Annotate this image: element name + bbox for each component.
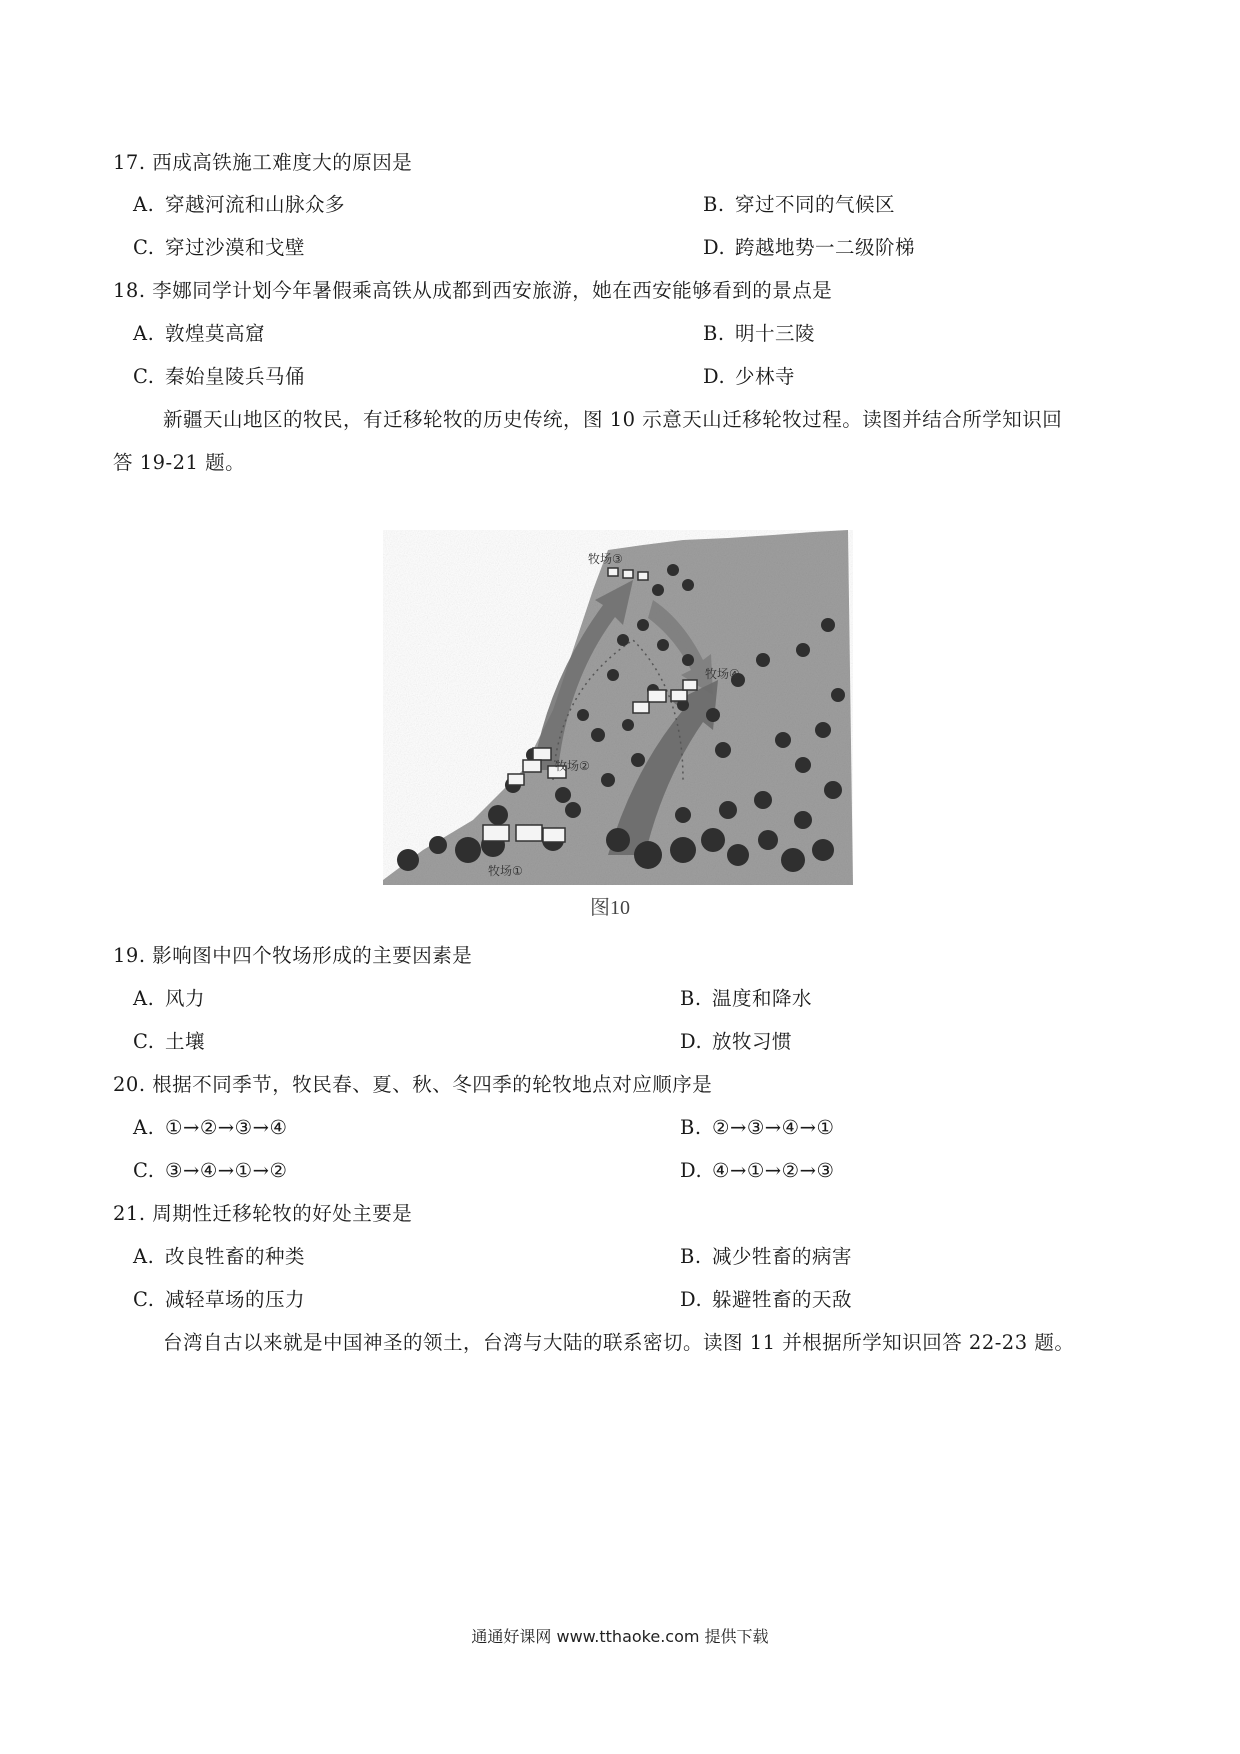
q17-option-c: C. 穿过沙漠和戈壁 [133,236,306,259]
q19-option-d: D. 放牧习惯 [680,1030,793,1053]
pasture-label-1: 牧场① [488,864,523,878]
q21-option-d: D. 躲避牲畜的天敌 [680,1288,853,1311]
pasture-label-3: 牧场③ [588,552,623,566]
intro-19-21-line1: 新疆天山地区的牧民，有迁移轮牧的历史传统，图 10 示意天山迁移轮牧过程。读图并结合所学知识回 [163,408,1063,431]
q21-stem: 21. 周期性迁移轮牧的好处主要是 [113,1202,413,1225]
pasture-label-4: 牧场④ [705,667,740,681]
q18-option-d: D. 少林寺 [703,365,796,388]
q20-option-a: A. ①→②→③→④ [133,1116,288,1139]
q17-option-a: A. 穿越河流和山脉众多 [133,193,346,216]
q17-option-d: D. 跨越地势一二级阶梯 [703,236,916,259]
q21-option-b: B. 减少牲畜的病害 [680,1245,853,1268]
q20-option-c: C. ③→④→①→② [133,1159,288,1182]
figure-caption: 图10 [590,897,630,919]
q18-option-a: A. 敦煌莫高窟 [133,322,266,345]
intro-19-21-line2: 答 19-21 题。 [113,451,246,474]
q19-option-c: C. 土壤 [133,1030,206,1053]
q18-option-b: B. 明十三陵 [703,322,816,345]
q17-option-b: B. 穿过不同的气候区 [703,193,896,216]
q20-option-b: B. ②→③→④→① [680,1116,835,1139]
q19-option-a: A. 风力 [133,987,206,1010]
q21-option-a: A. 改良牲畜的种类 [133,1245,306,1268]
pasture-label-2: 牧场② [555,759,590,773]
figure-10-rotational-grazing [383,530,863,885]
q18-option-c: C. 秦始皇陵兵马俑 [133,365,306,388]
q19-option-b: B. 温度和降水 [680,987,813,1010]
q18-stem: 18. 李娜同学计划今年暑假乘高铁从成都到西安旅游，她在西安能够看到的景点是 [113,279,833,302]
q19-stem: 19. 影响图中四个牧场形成的主要因素是 [113,944,473,967]
q20-option-d: D. ④→①→②→③ [680,1159,835,1182]
q17-stem: 17. 西成高铁施工难度大的原因是 [113,151,413,174]
footer-source: 通通好课网 www.tthaoke.com 提供下载 [471,1627,769,1646]
q21-option-c: C. 减轻草场的压力 [133,1288,306,1311]
intro-22-23: 台湾自古以来就是中国神圣的领土，台湾与大陆的联系密切。读图 11 并根据所学知识回答 22-23 题。 [163,1331,1075,1354]
q20-stem: 20. 根据不同季节，牧民春、夏、秋、冬四季的轮牧地点对应顺序是 [113,1073,713,1096]
